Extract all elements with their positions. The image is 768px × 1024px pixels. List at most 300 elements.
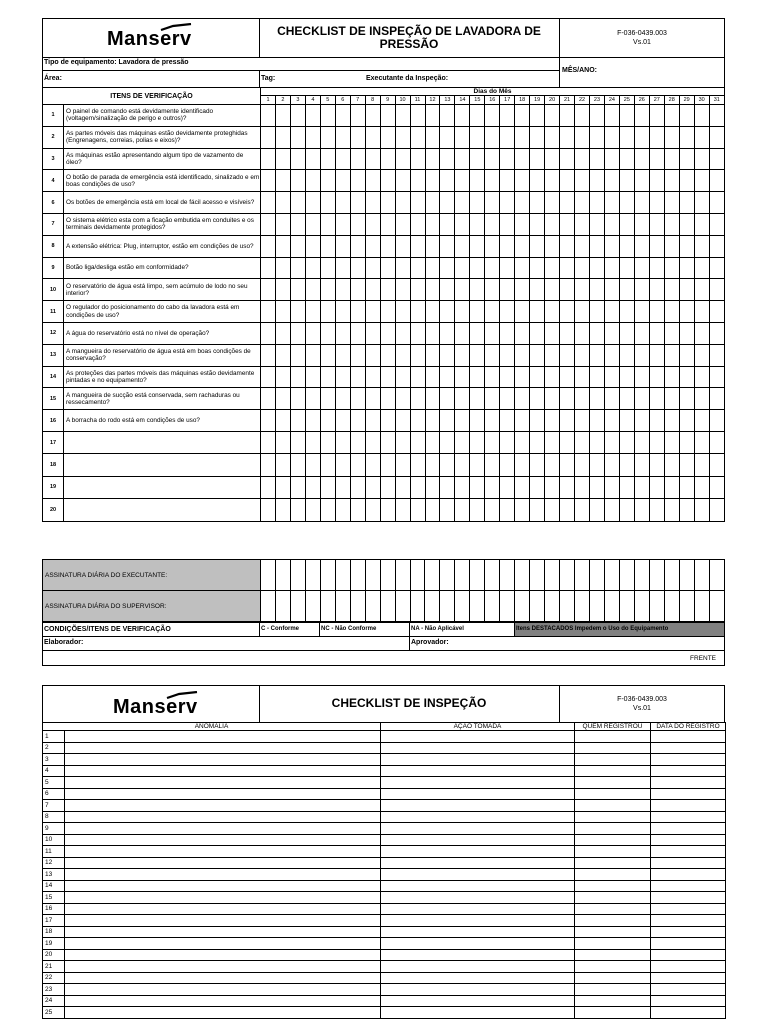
signature-cell[interactable] xyxy=(350,560,365,591)
day-check-cell[interactable] xyxy=(350,322,365,344)
day-check-cell[interactable] xyxy=(305,213,320,235)
signature-cell[interactable] xyxy=(440,560,455,591)
day-check-cell[interactable] xyxy=(410,279,425,301)
day-check-cell[interactable] xyxy=(320,454,335,476)
day-check-cell[interactable] xyxy=(694,499,709,521)
day-check-cell[interactable] xyxy=(305,301,320,323)
signature-cell[interactable] xyxy=(589,591,604,622)
day-check-cell[interactable] xyxy=(575,213,590,235)
day-check-cell[interactable] xyxy=(679,476,694,498)
day-check-cell[interactable] xyxy=(410,170,425,192)
day-check-cell[interactable] xyxy=(261,170,276,192)
day-check-cell[interactable] xyxy=(530,126,545,148)
registration-date-cell[interactable] xyxy=(651,880,726,892)
registered-by-cell[interactable] xyxy=(575,788,651,800)
day-check-cell[interactable] xyxy=(455,235,470,257)
day-check-cell[interactable] xyxy=(619,499,634,521)
registered-by-cell[interactable] xyxy=(575,742,651,754)
day-check-cell[interactable] xyxy=(320,192,335,214)
day-check-cell[interactable] xyxy=(530,499,545,521)
day-check-cell[interactable] xyxy=(545,499,560,521)
day-check-cell[interactable] xyxy=(395,476,410,498)
day-check-cell[interactable] xyxy=(455,366,470,388)
day-check-cell[interactable] xyxy=(290,170,305,192)
day-check-cell[interactable] xyxy=(649,322,664,344)
day-check-cell[interactable] xyxy=(350,148,365,170)
day-check-cell[interactable] xyxy=(589,148,604,170)
anomaly-cell[interactable] xyxy=(65,754,381,766)
day-check-cell[interactable] xyxy=(425,344,440,366)
day-check-cell[interactable] xyxy=(320,431,335,453)
day-check-cell[interactable] xyxy=(709,366,724,388)
day-check-cell[interactable] xyxy=(515,499,530,521)
day-check-cell[interactable] xyxy=(604,148,619,170)
day-check-cell[interactable] xyxy=(575,301,590,323)
day-check-cell[interactable] xyxy=(440,213,455,235)
signature-cell[interactable] xyxy=(305,591,320,622)
day-check-cell[interactable] xyxy=(634,105,649,127)
day-check-cell[interactable] xyxy=(619,126,634,148)
signature-cell[interactable] xyxy=(261,591,276,622)
day-check-cell[interactable] xyxy=(261,301,276,323)
signature-cell[interactable] xyxy=(619,591,634,622)
day-check-cell[interactable] xyxy=(679,454,694,476)
registration-date-cell[interactable] xyxy=(651,961,726,973)
day-check-cell[interactable] xyxy=(395,410,410,432)
day-check-cell[interactable] xyxy=(470,388,485,410)
day-check-cell[interactable] xyxy=(350,257,365,279)
day-check-cell[interactable] xyxy=(604,170,619,192)
day-check-cell[interactable] xyxy=(410,322,425,344)
day-check-cell[interactable] xyxy=(530,322,545,344)
day-check-cell[interactable] xyxy=(395,366,410,388)
day-check-cell[interactable] xyxy=(560,235,575,257)
day-check-cell[interactable] xyxy=(290,126,305,148)
day-check-cell[interactable] xyxy=(305,235,320,257)
day-check-cell[interactable] xyxy=(455,344,470,366)
day-check-cell[interactable] xyxy=(470,235,485,257)
day-check-cell[interactable] xyxy=(694,170,709,192)
day-check-cell[interactable] xyxy=(470,170,485,192)
day-check-cell[interactable] xyxy=(545,126,560,148)
signature-cell[interactable] xyxy=(305,560,320,591)
signature-cell[interactable] xyxy=(619,560,634,591)
day-check-cell[interactable] xyxy=(335,499,350,521)
registered-by-cell[interactable] xyxy=(575,984,651,996)
day-check-cell[interactable] xyxy=(275,170,290,192)
day-check-cell[interactable] xyxy=(485,213,500,235)
day-check-cell[interactable] xyxy=(619,257,634,279)
day-check-cell[interactable] xyxy=(440,192,455,214)
day-check-cell[interactable] xyxy=(305,454,320,476)
day-check-cell[interactable] xyxy=(335,126,350,148)
day-check-cell[interactable] xyxy=(709,344,724,366)
action-cell[interactable] xyxy=(381,846,575,858)
day-check-cell[interactable] xyxy=(664,170,679,192)
day-check-cell[interactable] xyxy=(694,301,709,323)
day-check-cell[interactable] xyxy=(261,410,276,432)
day-check-cell[interactable] xyxy=(709,257,724,279)
day-check-cell[interactable] xyxy=(485,301,500,323)
day-check-cell[interactable] xyxy=(335,476,350,498)
day-check-cell[interactable] xyxy=(485,105,500,127)
day-check-cell[interactable] xyxy=(634,192,649,214)
day-check-cell[interactable] xyxy=(470,126,485,148)
day-check-cell[interactable] xyxy=(275,454,290,476)
day-check-cell[interactable] xyxy=(425,322,440,344)
signature-cell[interactable] xyxy=(694,560,709,591)
anomaly-cell[interactable] xyxy=(65,972,381,984)
day-check-cell[interactable] xyxy=(694,322,709,344)
day-check-cell[interactable] xyxy=(425,454,440,476)
day-check-cell[interactable] xyxy=(395,105,410,127)
day-check-cell[interactable] xyxy=(440,170,455,192)
day-check-cell[interactable] xyxy=(320,388,335,410)
day-check-cell[interactable] xyxy=(515,257,530,279)
day-check-cell[interactable] xyxy=(290,322,305,344)
anomaly-cell[interactable] xyxy=(65,731,381,743)
day-check-cell[interactable] xyxy=(694,476,709,498)
day-check-cell[interactable] xyxy=(619,454,634,476)
day-check-cell[interactable] xyxy=(275,344,290,366)
day-check-cell[interactable] xyxy=(634,388,649,410)
day-check-cell[interactable] xyxy=(589,322,604,344)
day-check-cell[interactable] xyxy=(530,105,545,127)
registration-date-cell[interactable] xyxy=(651,834,726,846)
day-check-cell[interactable] xyxy=(440,235,455,257)
day-check-cell[interactable] xyxy=(290,388,305,410)
day-check-cell[interactable] xyxy=(694,192,709,214)
day-check-cell[interactable] xyxy=(290,344,305,366)
action-cell[interactable] xyxy=(381,892,575,904)
day-check-cell[interactable] xyxy=(380,105,395,127)
registered-by-cell[interactable] xyxy=(575,754,651,766)
day-check-cell[interactable] xyxy=(455,499,470,521)
action-cell[interactable] xyxy=(381,834,575,846)
day-check-cell[interactable] xyxy=(530,344,545,366)
day-check-cell[interactable] xyxy=(619,279,634,301)
day-check-cell[interactable] xyxy=(545,257,560,279)
day-check-cell[interactable] xyxy=(575,388,590,410)
day-check-cell[interactable] xyxy=(634,213,649,235)
day-check-cell[interactable] xyxy=(275,148,290,170)
day-check-cell[interactable] xyxy=(485,192,500,214)
day-check-cell[interactable] xyxy=(305,410,320,432)
day-check-cell[interactable] xyxy=(275,126,290,148)
day-check-cell[interactable] xyxy=(575,344,590,366)
day-check-cell[interactable] xyxy=(290,499,305,521)
anomaly-cell[interactable] xyxy=(65,880,381,892)
action-cell[interactable] xyxy=(381,788,575,800)
day-check-cell[interactable] xyxy=(261,476,276,498)
day-check-cell[interactable] xyxy=(410,301,425,323)
day-check-cell[interactable] xyxy=(500,388,515,410)
anomaly-cell[interactable] xyxy=(65,857,381,869)
anomaly-cell[interactable] xyxy=(65,938,381,950)
day-check-cell[interactable] xyxy=(290,301,305,323)
day-check-cell[interactable] xyxy=(261,322,276,344)
signature-cell[interactable] xyxy=(604,560,619,591)
anomaly-cell[interactable] xyxy=(65,892,381,904)
day-check-cell[interactable] xyxy=(604,105,619,127)
action-cell[interactable] xyxy=(381,903,575,915)
day-check-cell[interactable] xyxy=(455,105,470,127)
day-check-cell[interactable] xyxy=(290,366,305,388)
day-check-cell[interactable] xyxy=(709,126,724,148)
day-check-cell[interactable] xyxy=(320,105,335,127)
day-check-cell[interactable] xyxy=(365,366,380,388)
action-cell[interactable] xyxy=(381,995,575,1007)
day-check-cell[interactable] xyxy=(455,257,470,279)
day-check-cell[interactable] xyxy=(619,476,634,498)
signature-cell[interactable] xyxy=(365,591,380,622)
signature-cell[interactable] xyxy=(425,591,440,622)
day-check-cell[interactable] xyxy=(500,257,515,279)
day-check-cell[interactable] xyxy=(679,257,694,279)
action-cell[interactable] xyxy=(381,915,575,927)
day-check-cell[interactable] xyxy=(664,322,679,344)
day-check-cell[interactable] xyxy=(634,170,649,192)
day-check-cell[interactable] xyxy=(290,410,305,432)
day-check-cell[interactable] xyxy=(500,410,515,432)
registered-by-cell[interactable] xyxy=(575,857,651,869)
day-check-cell[interactable] xyxy=(261,454,276,476)
day-check-cell[interactable] xyxy=(410,366,425,388)
day-check-cell[interactable] xyxy=(275,301,290,323)
day-check-cell[interactable] xyxy=(395,170,410,192)
day-check-cell[interactable] xyxy=(694,235,709,257)
signature-cell[interactable] xyxy=(515,591,530,622)
day-check-cell[interactable] xyxy=(575,431,590,453)
day-check-cell[interactable] xyxy=(575,257,590,279)
day-check-cell[interactable] xyxy=(290,105,305,127)
day-check-cell[interactable] xyxy=(664,192,679,214)
day-check-cell[interactable] xyxy=(709,279,724,301)
signature-cell[interactable] xyxy=(589,560,604,591)
day-check-cell[interactable] xyxy=(320,344,335,366)
day-check-cell[interactable] xyxy=(305,476,320,498)
day-check-cell[interactable] xyxy=(530,235,545,257)
day-check-cell[interactable] xyxy=(350,410,365,432)
day-check-cell[interactable] xyxy=(500,126,515,148)
anomaly-cell[interactable] xyxy=(65,834,381,846)
registration-date-cell[interactable] xyxy=(651,857,726,869)
day-check-cell[interactable] xyxy=(410,454,425,476)
day-check-cell[interactable] xyxy=(545,431,560,453)
signature-cell[interactable] xyxy=(634,591,649,622)
day-check-cell[interactable] xyxy=(545,279,560,301)
day-check-cell[interactable] xyxy=(664,366,679,388)
anomaly-cell[interactable] xyxy=(65,742,381,754)
registration-date-cell[interactable] xyxy=(651,938,726,950)
day-check-cell[interactable] xyxy=(545,410,560,432)
registration-date-cell[interactable] xyxy=(651,742,726,754)
day-check-cell[interactable] xyxy=(515,301,530,323)
day-check-cell[interactable] xyxy=(275,322,290,344)
day-check-cell[interactable] xyxy=(485,126,500,148)
day-check-cell[interactable] xyxy=(455,388,470,410)
day-check-cell[interactable] xyxy=(589,279,604,301)
day-check-cell[interactable] xyxy=(500,105,515,127)
day-check-cell[interactable] xyxy=(649,454,664,476)
day-check-cell[interactable] xyxy=(485,388,500,410)
day-check-cell[interactable] xyxy=(485,148,500,170)
day-check-cell[interactable] xyxy=(305,322,320,344)
day-check-cell[interactable] xyxy=(649,388,664,410)
day-check-cell[interactable] xyxy=(410,235,425,257)
day-check-cell[interactable] xyxy=(275,105,290,127)
day-check-cell[interactable] xyxy=(425,170,440,192)
day-check-cell[interactable] xyxy=(470,366,485,388)
day-check-cell[interactable] xyxy=(500,322,515,344)
day-check-cell[interactable] xyxy=(619,410,634,432)
action-cell[interactable] xyxy=(381,1007,575,1019)
day-check-cell[interactable] xyxy=(560,388,575,410)
day-check-cell[interactable] xyxy=(664,388,679,410)
signature-cell[interactable] xyxy=(290,560,305,591)
day-check-cell[interactable] xyxy=(619,148,634,170)
day-check-cell[interactable] xyxy=(530,148,545,170)
day-check-cell[interactable] xyxy=(410,148,425,170)
day-check-cell[interactable] xyxy=(694,213,709,235)
day-check-cell[interactable] xyxy=(425,279,440,301)
registered-by-cell[interactable] xyxy=(575,880,651,892)
signature-cell[interactable] xyxy=(500,591,515,622)
day-check-cell[interactable] xyxy=(275,366,290,388)
day-check-cell[interactable] xyxy=(365,499,380,521)
day-check-cell[interactable] xyxy=(649,126,664,148)
day-check-cell[interactable] xyxy=(589,366,604,388)
day-check-cell[interactable] xyxy=(470,148,485,170)
day-check-cell[interactable] xyxy=(709,454,724,476)
day-check-cell[interactable] xyxy=(604,235,619,257)
day-check-cell[interactable] xyxy=(589,476,604,498)
day-check-cell[interactable] xyxy=(365,257,380,279)
day-check-cell[interactable] xyxy=(619,235,634,257)
day-check-cell[interactable] xyxy=(275,213,290,235)
day-check-cell[interactable] xyxy=(649,257,664,279)
day-check-cell[interactable] xyxy=(305,388,320,410)
day-check-cell[interactable] xyxy=(604,410,619,432)
day-check-cell[interactable] xyxy=(335,410,350,432)
day-check-cell[interactable] xyxy=(410,476,425,498)
day-check-cell[interactable] xyxy=(604,499,619,521)
day-check-cell[interactable] xyxy=(275,192,290,214)
registered-by-cell[interactable] xyxy=(575,731,651,743)
day-check-cell[interactable] xyxy=(545,148,560,170)
registered-by-cell[interactable] xyxy=(575,869,651,881)
registration-date-cell[interactable] xyxy=(651,765,726,777)
day-check-cell[interactable] xyxy=(500,476,515,498)
day-check-cell[interactable] xyxy=(440,476,455,498)
day-check-cell[interactable] xyxy=(694,279,709,301)
day-check-cell[interactable] xyxy=(694,366,709,388)
day-check-cell[interactable] xyxy=(515,410,530,432)
day-check-cell[interactable] xyxy=(515,279,530,301)
day-check-cell[interactable] xyxy=(589,431,604,453)
day-check-cell[interactable] xyxy=(425,192,440,214)
day-check-cell[interactable] xyxy=(664,213,679,235)
day-check-cell[interactable] xyxy=(649,410,664,432)
day-check-cell[interactable] xyxy=(560,366,575,388)
day-check-cell[interactable] xyxy=(440,366,455,388)
action-cell[interactable] xyxy=(381,811,575,823)
day-check-cell[interactable] xyxy=(589,388,604,410)
anomaly-cell[interactable] xyxy=(65,800,381,812)
anomaly-cell[interactable] xyxy=(65,961,381,973)
day-check-cell[interactable] xyxy=(455,170,470,192)
day-check-cell[interactable] xyxy=(365,148,380,170)
day-check-cell[interactable] xyxy=(589,410,604,432)
day-check-cell[interactable] xyxy=(410,388,425,410)
day-check-cell[interactable] xyxy=(709,388,724,410)
day-check-cell[interactable] xyxy=(619,366,634,388)
registered-by-cell[interactable] xyxy=(575,995,651,1007)
day-check-cell[interactable] xyxy=(679,213,694,235)
day-check-cell[interactable] xyxy=(649,366,664,388)
day-check-cell[interactable] xyxy=(545,454,560,476)
day-check-cell[interactable] xyxy=(261,344,276,366)
day-check-cell[interactable] xyxy=(664,476,679,498)
day-check-cell[interactable] xyxy=(619,105,634,127)
day-check-cell[interactable] xyxy=(515,148,530,170)
action-cell[interactable] xyxy=(381,880,575,892)
day-check-cell[interactable] xyxy=(350,344,365,366)
registration-date-cell[interactable] xyxy=(651,800,726,812)
day-check-cell[interactable] xyxy=(604,476,619,498)
registration-date-cell[interactable] xyxy=(651,788,726,800)
day-check-cell[interactable] xyxy=(395,388,410,410)
registration-date-cell[interactable] xyxy=(651,754,726,766)
day-check-cell[interactable] xyxy=(440,279,455,301)
day-check-cell[interactable] xyxy=(530,410,545,432)
day-check-cell[interactable] xyxy=(440,388,455,410)
anomaly-cell[interactable] xyxy=(65,926,381,938)
day-check-cell[interactable] xyxy=(485,322,500,344)
action-cell[interactable] xyxy=(381,765,575,777)
registration-date-cell[interactable] xyxy=(651,984,726,996)
day-check-cell[interactable] xyxy=(305,431,320,453)
registration-date-cell[interactable] xyxy=(651,972,726,984)
day-check-cell[interactable] xyxy=(455,476,470,498)
day-check-cell[interactable] xyxy=(455,148,470,170)
day-check-cell[interactable] xyxy=(410,192,425,214)
registered-by-cell[interactable] xyxy=(575,777,651,789)
day-check-cell[interactable] xyxy=(649,476,664,498)
day-check-cell[interactable] xyxy=(455,410,470,432)
day-check-cell[interactable] xyxy=(575,322,590,344)
day-check-cell[interactable] xyxy=(335,105,350,127)
day-check-cell[interactable] xyxy=(664,148,679,170)
registered-by-cell[interactable] xyxy=(575,961,651,973)
signature-cell[interactable] xyxy=(380,560,395,591)
action-cell[interactable] xyxy=(381,984,575,996)
day-check-cell[interactable] xyxy=(560,105,575,127)
day-check-cell[interactable] xyxy=(634,366,649,388)
registered-by-cell[interactable] xyxy=(575,834,651,846)
day-check-cell[interactable] xyxy=(515,454,530,476)
day-check-cell[interactable] xyxy=(649,192,664,214)
day-check-cell[interactable] xyxy=(395,213,410,235)
signature-cell[interactable] xyxy=(575,560,590,591)
day-check-cell[interactable] xyxy=(634,148,649,170)
day-check-cell[interactable] xyxy=(545,105,560,127)
action-cell[interactable] xyxy=(381,742,575,754)
day-check-cell[interactable] xyxy=(619,213,634,235)
day-check-cell[interactable] xyxy=(350,105,365,127)
day-check-cell[interactable] xyxy=(350,476,365,498)
day-check-cell[interactable] xyxy=(649,431,664,453)
